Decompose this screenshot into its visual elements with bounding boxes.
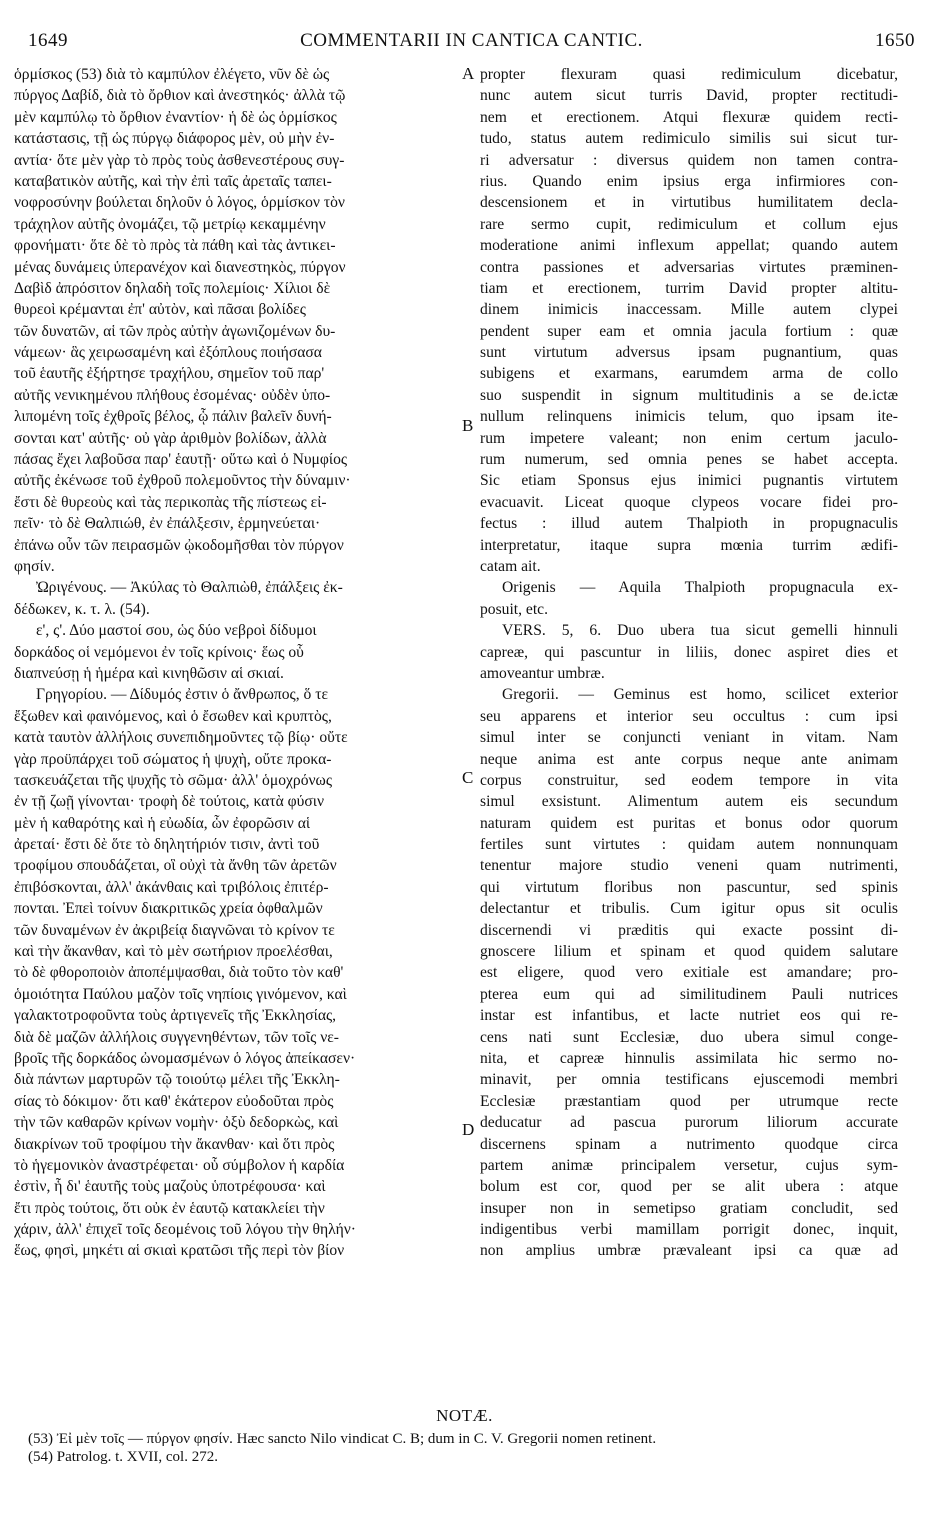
latin-text-line: pendent super eam et omnia jacula fortium : quæ (480, 322, 898, 340)
greek-text-line: γὰρ προϋπάρχει τοῦ σώματος ἡ ψυχὴ, οὔτε προκα- (14, 750, 332, 768)
latin-text-line: nita, et capreæ hinnulis assimilata hic sermo no- (480, 1049, 898, 1067)
latin-text-line: subigens et exarmans, earumdem arma de collo (480, 365, 898, 383)
latin-text-line: tiam et erectionem, turrim David propter altitu- (480, 279, 898, 297)
greek-text-line: διὰ πάντων μαρτυρῶν τῷ τοιούτῳ μέλει τῆς Ἐκκλη- (14, 1071, 340, 1089)
latin-text-line: nunc autem sicut turris David, propter rectitudi- (480, 87, 898, 105)
running-title: COMMENTARII IN CANTICA CANTIC. (300, 30, 643, 51)
greek-text-line: μὲν ἡ καθαρότης καὶ ἡ εὐωδία, ὧν ἐφορῶσιν αἱ (14, 814, 311, 832)
greek-text-line: ἐπιβόσκονται, ἀλλ' ἀκάνθαις καὶ τριβόλοις ἐπιτέρ- (14, 878, 329, 896)
greek-text-line: ἕως, φησὶ, μηκέτι αἱ σκιαὶ κρατῶσι τῆς περὶ τὸν βίον (14, 1242, 345, 1260)
latin-text-line: nem et erectionem. Atqui flexuræ quidem recti- (480, 108, 898, 126)
greek-text-line: πεῖν· τὸ δὲ Θαλπιώθ, ἐν ἐπάλξεσιν, ἑρμηνεύεται· (14, 515, 321, 533)
notes-heading: NOTÆ. (436, 1406, 493, 1425)
latin-text-line: est eligere, quod vero exitiale est amandare; pro- (480, 964, 898, 982)
greek-text-line: νάμεων· ἃς χειρωσαμένη καὶ ἐξόπλους ποιήσασα (14, 344, 322, 362)
margin-marker-c: C (462, 768, 474, 787)
latin-text-line: contra passiones et adversarias virtutes præminen- (480, 258, 898, 276)
greek-text-line: τροφίμου σπουδάζεται, οἳ οὐχὶ τὰ ἄνθη τῶν ἀρετῶν (14, 857, 337, 875)
greek-text-line: Δαβὶδ ἀπρόσιτον δηλαδὴ τοῖς πολεμίοις· Χίλιοι δὲ (14, 279, 331, 297)
greek-text-line: πάσας ἔχει λαβοῦσα παρ' ἑαυτῇ· οὕτω καὶ ὁ Νυμφίος (14, 451, 348, 469)
latin-text-line: fectus : illud autem Thalpioth in propugnaculis (480, 515, 898, 533)
greek-text-line: διακρίνων τοῦ τροφίμου τὴν ἄκανθαν· καὶ ὅτι πρὸς (14, 1135, 335, 1153)
greek-text-line: δορκάδος οἱ νεμόμενοι ἐν τοῖς κρίνοις· ἕως οὗ (14, 643, 304, 661)
latin-text-line: amoveantur umbræ. (480, 664, 605, 682)
latin-text-line: rare sermo cupit, redimiculum et collum ejus (480, 215, 898, 233)
greek-text-line: φρονήματι· ὅτε δὲ τὸ πρὸς τὰ πάθη καὶ τὰς ἀντικει- (14, 237, 336, 255)
latin-text-line: dinem inimicis inaccessam. Mille autem clypei (480, 301, 898, 319)
greek-text-line: πύργος Δαβίδ, διὰ τὸ ὄρθιον καὶ ἀνεστηκός· ἀλλὰ τῷ (14, 87, 346, 105)
latin-text-line: rum impetere valeant; non enim certum jaculo- (480, 429, 898, 447)
latin-text-line: nullum relinquens inimicis telum, quo ipsam ite- (480, 408, 898, 426)
footnotes (28, 1430, 656, 1466)
latin-text-line: rum numerum, sed omnia penes se habet accepta. (480, 451, 898, 469)
greek-text-line: φησίν. (14, 557, 55, 575)
greek-text-line: τασκευάζεται τῆς ψυχῆς τὸ σῶμα· ἀλλ' ὁμοχρόνως (14, 771, 332, 789)
greek-text-line: δέδωκεν, κ. τ. λ. (54). (14, 600, 150, 618)
latin-text-line: indigentibus verbi mamillam porrigit donec, inquit, (480, 1221, 898, 1239)
latin-text-line: rius. Quando enim ipsius erga infirmiores con- (480, 172, 898, 190)
greek-text-line: διὰ δὲ μαζῶν ἀλλήλοις συγγενηθέντων, τῶν τοῖς νε- (14, 1028, 339, 1046)
greek-text-line: τοῦ ἑαυτῆς ἐξήρτησε τραχήλου, σημεῖον τοῦ παρ' (14, 365, 325, 383)
footnote-line: (53) Ἐἰ μὲν τοῖς — πύργον φησίν. Hæc sancto Nilo vindicat C. B; dum in C. V. Gregorii nomen retinent. (28, 1431, 657, 1447)
latin-text-line: VERS. 5, 6. Duo ubera tua sicut gemelli hinnuli (502, 622, 898, 640)
greek-text-line: διαπνεύσῃ ἡ ἡμέρα καὶ κινηθῶσιν αἱ σκιαί. (14, 664, 284, 682)
greek-text-line: τῶν δυναμένων ἐν ἀκριβείᾳ διαγνῶναι τὸ κρίνον τε (14, 921, 335, 939)
latin-text-line: evacuavit. Liceat quoque clypeos vocare fidei pro- (480, 493, 898, 511)
latin-text-line: simul exsistunt. Alimentum autem eis secundum (480, 793, 898, 811)
greek-text-line: αὐτῆς ἐκένωσε τοῦ ἐχθροῦ πολεμοῦντος τὴν δύναμιν· (14, 472, 351, 490)
greek-text-line: κατάστασις, τῇ ὡς πύργῳ διάφορος μὲν, οὐ μὴν ἐν- (14, 130, 335, 148)
greek-text-line: τράχηλον αὐτῆς ὀνομάζει, τῷ μετρίῳ κεκαμμένην (14, 215, 326, 233)
greek-text-line: βροῖς τῆς δορκάδος ὠνομασμένων ὁ λόγος ἀπείκασεν· (14, 1049, 356, 1067)
greek-text-line: γαλακτοτροφοῦντα τοὺς ἀρτιγενεῖς τῆς Ἐκκλησίας, (14, 1007, 337, 1025)
running-header (28, 30, 915, 56)
latin-text-line: naturam quidem est puritas et bonus odor quorum (480, 814, 898, 832)
greek-text-line: ἔστι δὲ θυρεοὺς καὶ τὰς περικοπὰς τῆς πίστεως εἰ- (14, 493, 327, 511)
greek-text-line: καταβατικὸν αὐτῆς, καὶ τὴν ἐπὶ ταῖς ἀρεταῖς ταπει- (14, 172, 332, 190)
greek-text-line: αὐτῆς νενικημένου πλήθους ἐσομένας· οὐδὲν ὑπο- (14, 386, 331, 404)
greek-text-line: τὴν τῶν καθαρῶν κρίνων νομὴν· ὀξὺ δεδορκὼς, καὶ (14, 1114, 339, 1132)
latin-text-line: deducatur ad pascua purorum liliorum accurate (480, 1114, 898, 1132)
greek-text-line: τῶν δυνατῶν, αἱ τῶν πρὸς αὐτὴν ἀγωνιζομένων δυ- (14, 322, 336, 340)
latin-text-line: Ecclesiæ præstantiam quod per utrumque recte (480, 1092, 898, 1110)
latin-text-line: gnoscere lilium et spinam et quod quidem salutare (480, 943, 898, 961)
greek-text-line: ἐστὶν, ἧ δι' ἑαυτῆς τοὺς μαζοὺς ὑποτρέφουσα· καὶ (14, 1178, 326, 1196)
latin-text-line: corpus construitur, sed eodem tempore in vita (480, 771, 898, 789)
greek-text-line: αντία· ὅτε μὲν γὰρ τὸ πρὸς τοὺς ἀσθενεστέρους συγ- (14, 151, 345, 169)
greek-text-line: τὸ δὲ φθοροποιὸν ἀποπέμψασθαι, διὰ τοῦτο τὸν καθ' (14, 964, 344, 982)
page-number-left: 1649 (28, 30, 68, 51)
greek-text-line: ἀρεταί· ἔστι δὲ ὅτε τὸ δηλητήριόν τισιν, ἀντὶ τοῦ (14, 836, 320, 854)
footnote-line: (54) Patrolog. t. XVII, col. 272. (28, 1449, 218, 1465)
greek-text-line: νοφροσύνην βούλεται δηλοῦν ὁ λόγος, ὁρμίσκον τὸν (14, 194, 345, 212)
latin-text-line: discernens spinam a nutrimento quodque circa (480, 1135, 898, 1153)
latin-text-line: discernendi vi præditis qui exacte possint di- (480, 921, 898, 939)
latin-text-line: insuper non in semetipso gratiam concludit, sed (480, 1199, 898, 1217)
latin-text-line: instar est infantibus, et lacte nutriet eos qui re- (480, 1007, 898, 1025)
greek-text-line: τὸ ἡγεμονικὸν ἀναστρέφεται· οὗ σύμβολον ἡ καρδία (14, 1156, 345, 1174)
latin-text-line: Gregorii. — Geminus est homo, scilicet exterior (502, 686, 898, 704)
latin-text-line: simul inter se conjuncti veniant in vitam. Nam (480, 729, 898, 747)
greek-text-line: ὁρμίσκος (53) διὰ τὸ καμπύλον ἐλέγετο, νῦν δὲ ὡς (14, 66, 330, 83)
greek-text-line: ἐπάνω οὖν τῶν πειρασμῶν ᾠκοδομῆσθαι τὸν πύργον (14, 536, 344, 554)
greek-text-line: πονται. Ἐπεὶ τοίνυν διακριτικῶς χρεία ὀφθαλμῶν (14, 900, 323, 918)
latin-text-line: Origenis — Aquila Thalpioth propugnacula ex- (502, 579, 898, 597)
margin-marker-a: A (462, 64, 475, 83)
greek-text-line: σονται κατ' αὐτῆς· οὐ γὰρ ἀριθμὸν βολίδων, ἀλλὰ (14, 429, 327, 447)
greek-text-line: λιπομένη τοῖς ἐχθροῖς βέλος, ᾧ πάλιν βαλεῖν δυνή- (14, 408, 332, 426)
greek-text-line: σίας τὸ δόκιμον· ὅτι καθ' ἑκάτερον εὐοδοῦται πρὸς (14, 1092, 334, 1110)
latin-text-line: posuit, etc. (480, 600, 548, 618)
latin-text-line: fertiles sunt virtutes : quidam autem nonnunquam (480, 836, 898, 854)
latin-text-line: cens nati sunt Ecclesiæ, duo ubera simul conge- (480, 1028, 898, 1046)
greek-text-line: καὶ τὴν ἄκανθαν, καὶ τὸ μὲν σωτήριον προελέσθαι, (14, 943, 333, 961)
latin-text-line: bolum est cor, quod per se alit ubera : atque (480, 1178, 898, 1196)
latin-text-line: suo suspendit in signum multitudinis a se de.ictæ (480, 386, 898, 404)
latin-text-line: interpretatur, itaque supra mœnia turrim ædifi- (480, 536, 898, 554)
latin-text-line: ri adversatur : diversus quidem non tamen contra- (480, 151, 898, 169)
greek-text-line: χάριν, ἀλλ' ἐπιχεῖ τοῖς δεομένοις τοῦ λόγου τὴν θηλήν· (14, 1221, 356, 1239)
latin-text-line: tenentur majore studio veneni quam nutrimenti, (480, 857, 898, 875)
latin-text-line: pterea eum qui ad similitudinem Pauli nutrices (480, 985, 898, 1003)
greek-column (14, 64, 458, 1262)
latin-text-line: moderatione animi inflexum appellat; quando autem (480, 237, 898, 255)
latin-text-line: descensionem et in virtutibus humilitatem decla- (480, 194, 898, 212)
margin-marker-d: D (462, 1120, 475, 1139)
latin-text-line: catam ait. (480, 557, 541, 575)
greek-text-line: Ὠριγένους. — Ἀκύλας τὸ Θαλπιὼθ, ἐπάλξεις ἐκ- (36, 579, 343, 597)
latin-text-line: qui virtutum floribus non pascuntur, sed spinis (480, 878, 898, 896)
greek-text-line: ὁμοιότητα Παύλου μαζὸν τοῖς νηπίοις γινόμενον, καὶ (14, 985, 347, 1003)
page-number-right: 1650 (875, 30, 915, 51)
latin-text-line: neque anima est ante corpus neque ante animam (480, 750, 898, 768)
greek-text-line: μὲν καμπύλῳ τὸ ὄρθιον ἐναντίον· ἡ δὲ ὡς ὁρμίσκος (14, 108, 337, 126)
greek-text-line: ε', ς'. Δύο μαστοί σου, ὡς δύο νεβροὶ δίδυμοι (36, 622, 317, 640)
latin-text-line: propter flexuram quasi redimiculum dicebatur, (480, 66, 898, 83)
greek-text-line: κατὰ ταυτὸν ἀλλήλοις συνεπιδημοῦντες τῷ βίῳ· οὔτε (14, 729, 348, 747)
latin-text-line: delectantur et tribulis. Cum igitur opus sit oculis (480, 900, 898, 918)
latin-text-line: Sic etiam Sponsus ejus inimici pugnantis virtutem (480, 472, 898, 490)
greek-text-line: μένας δυνάμεις ὑπερανέχον καὶ διανεστηκὸς, πύργον (14, 258, 346, 276)
latin-column (480, 64, 898, 1262)
greek-text-line: ἔξωθεν καὶ φαινόμενος, καὶ ὁ ἔσωθεν καὶ κρυπτὸς, (14, 707, 332, 725)
latin-text-line: capreæ, qui pascuntur in liliis, donec aspiret dies et (480, 643, 898, 661)
latin-text-line: sunt virtutum adversus ipsam pugnantium, quas (480, 344, 898, 362)
latin-text-line: partem animæ principalem versetur, cujus sym- (480, 1156, 898, 1174)
latin-text-line: minavit, per omnia testificans ejuscemodi membri (480, 1071, 898, 1089)
latin-text-line: tudo, status autem redimiculo similis sui sicut tur- (480, 130, 898, 148)
latin-text-line: non amplius umbræ prævaleant ipsi ca quæ ad (480, 1242, 898, 1260)
greek-text-line: Γρηγορίου. — Δίδυμός ἐστιν ὁ ἄνθρωπος, ὅ τε (36, 686, 329, 704)
greek-text-line: ἔτι πρὸς τούτοις, ὅτι οὐκ ἐν ἑαυτῷ κατακλείει τὴν (14, 1199, 325, 1217)
latin-text-line: seu apparens et interior seu occultus : cum ipsi (480, 707, 898, 725)
greek-text-line: ἐν τῇ ζωῇ γίνονται· τροφὴ δὲ τούτοις, κατὰ φύσιν (14, 793, 325, 811)
greek-text-line: θυρεοὶ κρέμανται ἐπ' αὐτὸν, καὶ πᾶσαι βολίδες (14, 301, 306, 319)
margin-marker-b: B (462, 416, 474, 435)
